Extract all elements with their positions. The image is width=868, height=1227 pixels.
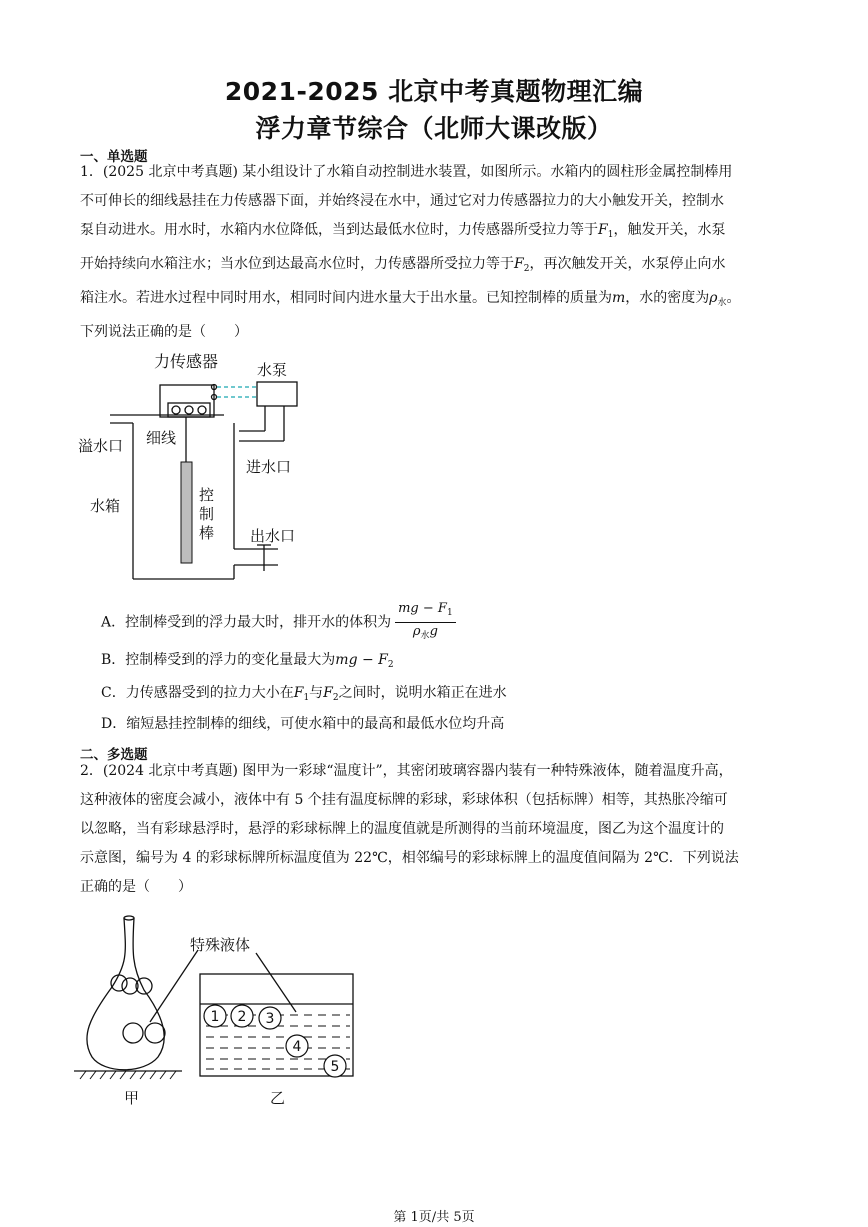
label-special-liquid: 特殊液体 (190, 936, 251, 954)
label-outlet: 出水口 (250, 527, 296, 545)
q2-line-5: 正确的是（ ） (80, 879, 192, 895)
section-heading-multiple-choice: 二、多选题 (80, 747, 148, 763)
label-sensor: 力传感器 (154, 352, 219, 371)
control-rod (181, 462, 192, 563)
label-inlet: 进水口 (246, 458, 292, 476)
q1-line-4: 开始持续向水箱注水；当水位到达最高水位时，力传感器所受拉力等于$F_2$，再次触发开关，水泵停止向水 (80, 256, 726, 274)
q1-option-d[interactable]: D．缩短悬挂控制棒的细线，可使水箱中的最高和最低水位均升高 (101, 716, 505, 732)
ball-label-5: 5 (330, 1059, 340, 1075)
q1-line-6: 下列说法正确的是（ ） (80, 324, 248, 340)
label-yi: 乙 (270, 1089, 286, 1107)
q1-option-a-fraction: $\frac{mg - F_1}{\rho_水g}$ (395, 600, 456, 645)
q1-option-c[interactable]: C．力传感器受到的拉力大小在$F_1$与$F_2$之间时，说明水箱正在进水 (101, 685, 507, 703)
label-rod-3: 棒 (199, 524, 215, 542)
label-rod-1: 控 (199, 486, 215, 504)
ball-label-1: 1 (210, 1009, 220, 1025)
q2-line-1: 2．(2024 北京中考真题) 图甲为一彩球“温度计”，其密闭玻璃容器内装有一种特殊液体，随着温度升高， (80, 763, 733, 779)
q2-line-2: 这种液体的密度会减小，液体中有 5 个挂有温度标牌的彩球，彩球体积（包括标牌）相等，其热胀冷缩可 (80, 792, 728, 808)
q1-option-b[interactable]: B．控制棒受到的浮力的变化量最大为mg − $F_2$ (101, 652, 394, 670)
q1-line-2: 不可伸长的细线悬挂在力传感器下面，并始终浸在水中，通过它对力传感器拉力的大小触发开关，控制水 (80, 193, 724, 209)
question-2-stem (80, 757, 795, 902)
q1-line-5: 箱注水。若进水过程中同时用水，相同时间内进水量大于出水量。已知控制棒的质量为m，水的密度为$\rho_水$。 (80, 290, 741, 308)
section-heading-single-choice: 一、单选题 (80, 149, 148, 165)
title-line-1: 2021-2025 北京中考真题物理汇编 (224, 77, 644, 106)
ball-label-3: 3 (265, 1011, 275, 1027)
label-rod-2: 制 (199, 505, 215, 523)
page-number: 第 1页/共 5页 (393, 1210, 475, 1225)
ball-label-2: 2 (237, 1009, 247, 1025)
q2-line-4: 示意图，编号为 4 的彩球标牌所标温度值为 22℃，相邻编号的彩球标牌上的温度值间隔为 2℃．下列说法 (80, 850, 739, 866)
label-overflow: 溢水口 (78, 437, 124, 455)
thermometer-diagram (72, 912, 372, 1112)
q1-line-1: 1．(2025 北京中考真题) 某小组设计了水箱自动控制进水装置，如图所示。水箱内的圆柱形金属控制棒用 (80, 164, 733, 180)
title-line-2: 浮力章节综合（北师大课改版） (255, 114, 613, 143)
q2-line-3: 以忽略，当有彩球悬浮时，悬浮的彩球标牌上的温度值就是所测得的当前环境温度，图乙为这个温度计的 (80, 821, 724, 837)
q1-line-3: 泵自动进水。用水时，水箱内水位降低，当到达最低水位时，力传感器所受拉力等于$F_1$，触发开关，水泵 (80, 222, 726, 240)
label-string: 细线 (146, 429, 177, 447)
label-tank: 水箱 (90, 497, 121, 515)
label-pump: 水泵 (257, 361, 288, 379)
q1-option-a[interactable]: A．控制棒受到的浮力最大时，排开水的体积为 $\frac{mg - F_1}{\rho_水g}$ (101, 600, 456, 645)
question-1-stem (80, 158, 795, 347)
water-tank-diagram (74, 345, 334, 585)
ball-label-4: 4 (292, 1039, 302, 1055)
label-jia: 甲 (124, 1089, 140, 1107)
